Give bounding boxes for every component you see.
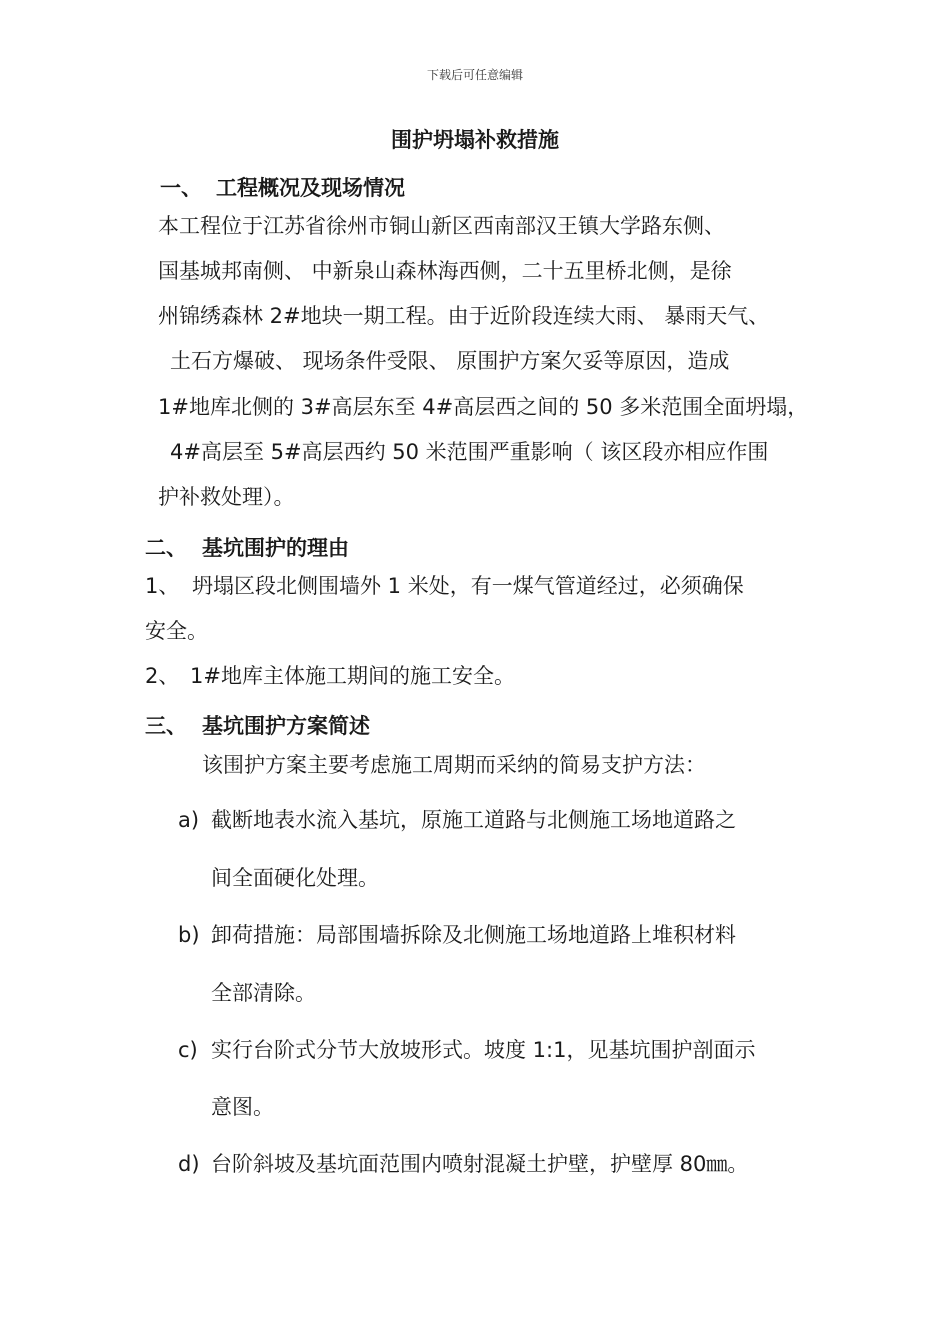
section1-line: 1#地库北侧的 3#高层东至 4#高层西之间的 50 多米范围全面坍塌， (158, 395, 809, 419)
list-item-line1: 实行台阶式分节大放坡形式。坡度 1:1，见基坑围护剖面示 (211, 1038, 756, 1062)
list-item-line1: 卸荷措施：局部围墙拆除及北侧施工场地道路上堆积材料 (211, 923, 736, 947)
section3-heading: 基坑围护方案简述 (202, 714, 370, 738)
list-item-label: b) (178, 923, 200, 947)
list-item-line1: 截断地表水流入基坑，原施工道路与北侧施工场地道路之 (211, 808, 736, 832)
section1-line: 护补救处理）。 (158, 485, 295, 509)
list-item-line2: 意图。 (211, 1095, 274, 1119)
list-item-line2: 全部清除。 (211, 981, 316, 1005)
section2-heading: 基坑围护的理由 (202, 536, 349, 560)
section1-line: 本工程位于江苏省徐州市铜山新区西南部汉王镇大学路东侧、 (158, 214, 725, 238)
section1-line: 国基城邦南侧、 中新泉山森林海西侧，二十五里桥北侧，是徐 (158, 259, 732, 283)
section2-heading-number: 二、 (145, 536, 187, 560)
list-item-label: c) (178, 1038, 198, 1062)
section1-line: 州锦绣森林 2#地块一期工程。由于近阶段连续大雨、 暴雨天气、 (158, 304, 770, 328)
section2-item2-text: 1#地库主体施工期间的施工安全。 (190, 664, 515, 688)
list-item-line2: 间全面硬化处理。 (211, 866, 379, 890)
section1-line: 4#高层至 5#高层西约 50 米范围严重影响（ 该区段亦相应作围 (170, 440, 769, 464)
section2-item1-number: 1、 (145, 574, 180, 598)
list-item-line1: 台阶斜坡及基坑面范围内喷射混凝土护壁，护壁厚 80㎜。 (211, 1152, 749, 1176)
section1-line: 土石方爆破、 现场条件受限、 原围护方案欠妥等原因，造成 (170, 349, 730, 373)
section2-item1-line2: 安全。 (145, 619, 208, 643)
list-item-label: a) (178, 808, 200, 832)
page-title: 围护坍塌补救措施 (391, 128, 559, 152)
section1-heading-number: 一、 (160, 176, 202, 200)
section3-heading-number: 三、 (145, 714, 187, 738)
section2-item2-number: 2、 (145, 664, 180, 688)
list-item-label: d) (178, 1152, 200, 1176)
header-note: 下载后可任意编辑 (426, 68, 523, 82)
section1-heading: 工程概况及现场情况 (216, 176, 405, 200)
section2-item1-line1: 坍塌区段北侧围墙外 1 米处，有一煤气管道经过，必须确保 (192, 574, 744, 598)
section3-intro: 该围护方案主要考虑施工周期而采纳的简易支护方法： (202, 753, 706, 777)
